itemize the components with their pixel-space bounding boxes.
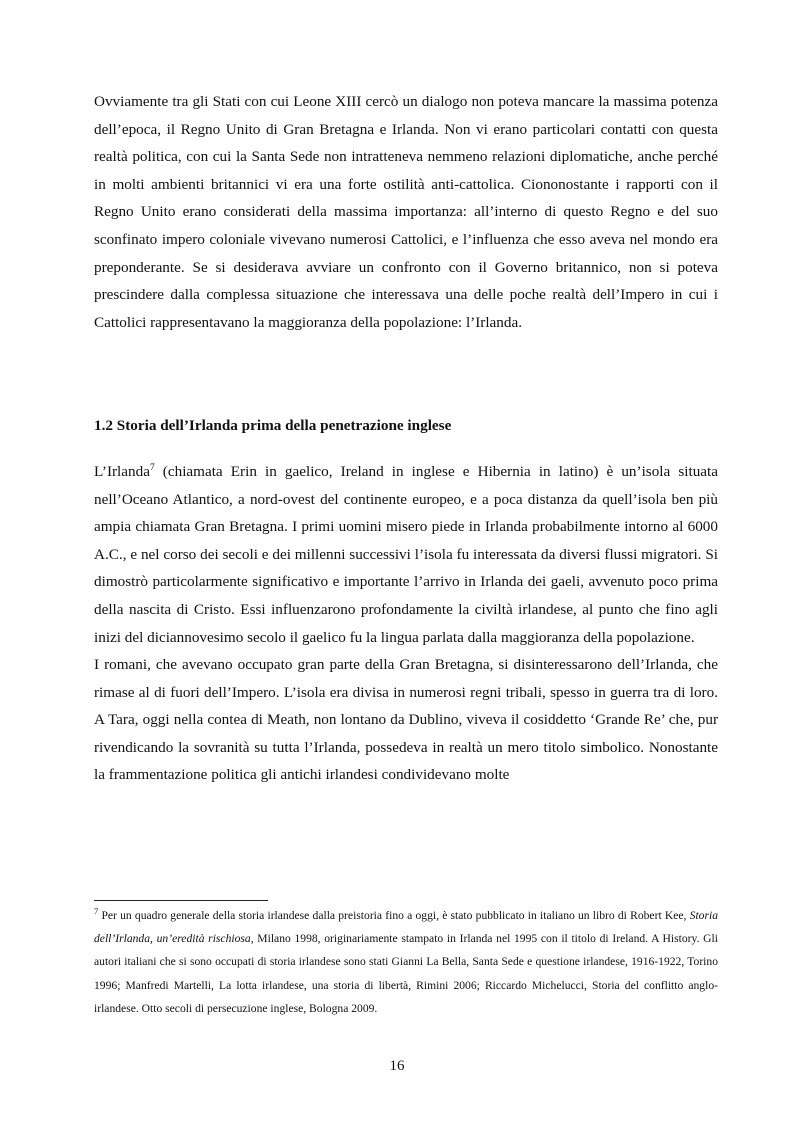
footnote-text-start: Per un quadro generale della storia irlandese dalla preistoria fino a oggi, è stato pubblicato in italiano un libro di Robert Kee, (98, 909, 690, 922)
page-number: 16 (389, 1058, 405, 1074)
section-spacer (94, 336, 718, 404)
footnote (94, 904, 718, 1020)
heading-spacer (94, 440, 718, 458)
intro-paragraph: Ovviamente tra gli Stati con cui Leone XIII cercò un dialogo non poteva mancare la massima potenza dell’epoca, il Regno Unito di Gran Bretagna e Irlanda. Non vi erano particolari contatti con questa realtà politica, con cui la Santa Sede non intratteneva nemmeno relazioni diplomatiche, anche perché in molti ambienti britannici vi era una forte ostilità anti-cattolica. Ciononostante i rapporti con il Regno Unito erano considerati della massima importanza: all’interno di questo Regno e del suo sconfinato impero coloniale vivevano numerosi Cattolici, e l’influenza che esso aveva nel mondo era preponderante. Se si desiderava avviare un confronto con il Governo britannico, non si poteva prescindere dalla complessa situazione che interessava una delle poche realtà dell’Impero in cui i Cattolici rappresentavano la maggioranza della popolazione: l’Irlanda. (94, 93, 718, 331)
footnote-italic-title: Storia dell’Irlanda, un’eredità rischiosa (94, 909, 718, 946)
page-body (94, 88, 718, 789)
paragraph-romani: I romani, che avevano occupato gran parte della Gran Bretagna, si disinteressarono dell’Irlanda, che rimase al di fuori dell’Impero. L’isola era divisa in numerosi regni tribali, spesso in guerra tra di loro. A Tara, oggi nella contea di Meath, non lontano da Dublino, viveva il cosiddetto ‘Grande Re’ che, pur rivendicando la sovranità su tutta l’Irlanda, possedeva in realtà un mero titolo simbolico. Nonostante la frammentazione politica gli antichi irlandesi condividevano molte (94, 656, 718, 784)
footnote-divider (94, 900, 268, 901)
section-heading: 1.2 Storia dell’Irlanda prima della penetrazione inglese (94, 417, 452, 435)
footnote-text-end: , Milano 1998, originariamente stampato in Irlanda nel 1995 con il titolo di Ireland. A History. Gli autori italiani che si sono occupati di storia irlandese sono stati Gianni La Bella, Santa Sede e questione irlandese, 1916-1922, Torino 1996; Manfredi Martelli, La lotta irlandese, una storia di libertà, Rimini 2006; Riccardo Michelucci, Storia del conflitto anglo-irlandese. Otto secoli di persecuzione inglese, Bologna 2009. (94, 932, 718, 1015)
paragraph-lead: L’Irlanda (94, 462, 150, 480)
footnote-mark: 7 (94, 906, 99, 917)
footnote-reference[interactable]: 7 (149, 462, 155, 473)
paragraph-rest: (chiamata Erin in gaelico, Ireland in inglese e Hibernia in latino) è un’isola situata nell’Oceano Atlantico, a nord-ovest del continente europeo, e a poca distanza da quell’isola ben più ampia chiamata Gran Bretagna. I primi uomini misero piede in Irlanda probabilmente intorno al 6000 A.C., e nel corso dei secoli e dei millenni successivi l’isola fu interessata da diversi flussi migratori. Si dimostrò particolarmente significativo e importante l’arrivo in Irlanda dei gaeli, avvenuto poco prima della nascita di Cristo. Essi influenzarono profondamente la civiltà irlandese, al punto che fino agli inizi del diciannovesimo secolo il gaelico fu la lingua parlata dalla maggioranza della popolazione. (94, 462, 718, 646)
paragraph-irlanda (94, 458, 718, 651)
